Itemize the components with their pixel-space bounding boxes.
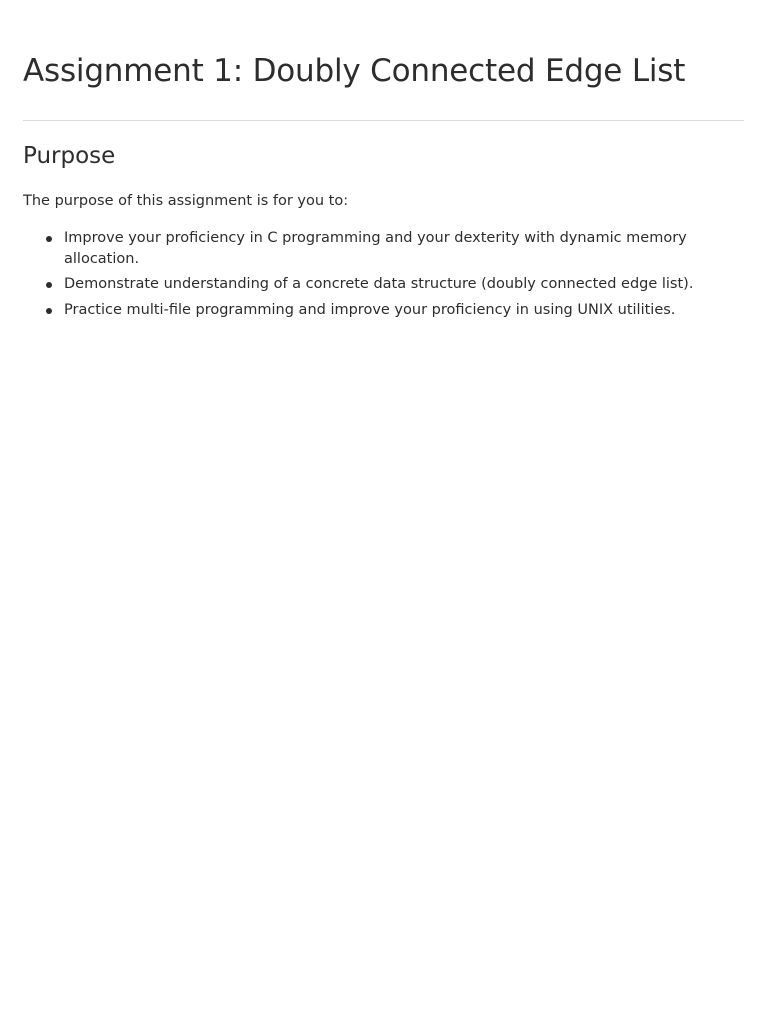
list-item [23, 228, 703, 269]
purpose-list [23, 228, 703, 325]
bullet-icon [46, 282, 52, 288]
list-item-text: Demonstrate understanding of a concrete data structure (doubly connected edge list). [64, 276, 694, 292]
list-item-text: Improve your proficiency in C programming and your dexterity with dynamic memory allocation. [64, 230, 687, 267]
list-item [23, 274, 703, 295]
title-divider [23, 120, 744, 121]
bullet-icon [46, 236, 52, 242]
list-item [23, 300, 703, 321]
purpose-intro: The purpose of this assignment is for you to: [23, 193, 349, 209]
section-heading-purpose: Purpose [23, 143, 116, 169]
bullet-icon [46, 308, 52, 314]
list-item-text: Practice multi-file programming and improve your proficiency in using UNIX utilities. [64, 301, 676, 318]
page-title: Assignment 1: Doubly Connected Edge List [23, 53, 686, 89]
